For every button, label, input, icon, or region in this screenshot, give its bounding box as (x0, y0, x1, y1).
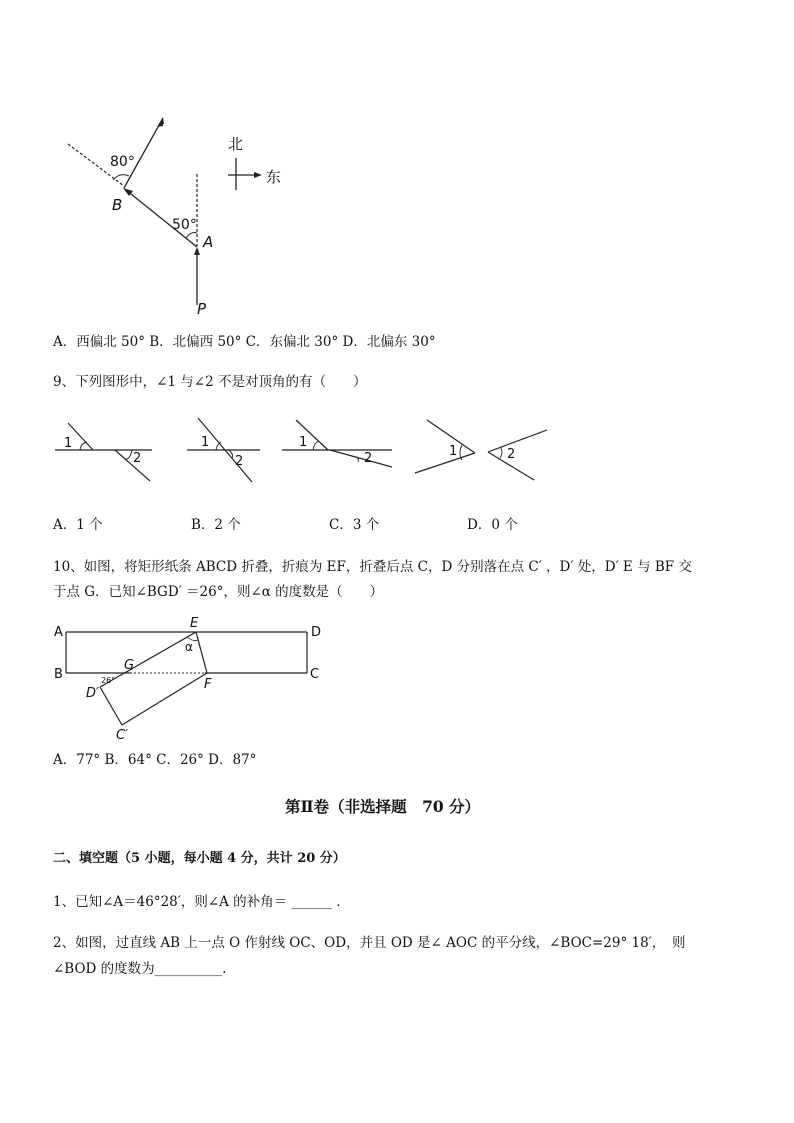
label-a: A (54, 625, 63, 640)
label-b: B (54, 667, 63, 682)
q9-option-d: D．0 个 (467, 517, 518, 533)
q9-fig2-label-1: 1 (201, 435, 210, 450)
point-a-label: A (203, 233, 214, 251)
q10-options: A．77° B．64° C．26° D．87° (53, 752, 257, 768)
q9-option-a: A．1 个 (53, 517, 103, 533)
q10-fold-figure (0, 615, 794, 745)
label-f: F (204, 677, 212, 692)
label-alpha: α (185, 640, 193, 654)
q9-option-b: B．2 个 (191, 517, 241, 533)
q9-fig1-label-2: 2 (133, 451, 142, 466)
q9-figure-2 (187, 418, 260, 482)
q9-figures (0, 410, 794, 510)
q9-figure-4 (415, 420, 547, 480)
section2-title: 二、填空题（5 小题，每小题 4 分，共计 20 分） (53, 851, 346, 866)
q9-fig4-label-1: 1 (449, 444, 458, 459)
north-label: 北 (228, 135, 244, 153)
q10-stem-line2: 于点 G．已知∠BGD′ ＝26°，则∠α 的度数是（ ） (53, 584, 384, 600)
q9-option-c: C．3 个 (329, 517, 380, 533)
label-c: C (310, 667, 320, 682)
q9-fig4-label-2: 2 (507, 447, 516, 462)
q10-stem-line1: 10、如图，将矩形纸条 ABCD 折叠，折痕为 EF，折叠后点 C，D 分别落在点 C′ ，D′ 处，D′ E 与 BF 交 (53, 559, 692, 575)
fill-question-1: 1、已知∠A＝46°28′，则∠A 的补角＝ ______ ． (53, 894, 350, 910)
point-b-label: B (112, 196, 123, 214)
label-e: E (190, 616, 199, 631)
label-g: G (124, 658, 135, 673)
q9-fig2-label-2: 2 (235, 454, 244, 469)
label-26-degrees: 26° (101, 676, 116, 685)
angle-80-label: 80° (110, 154, 135, 170)
fill-question-2-line1: 2、如图，过直线 AB 上一点 O 作射线 OC、OD，并且 OD 是∠ AOC 的平分线，∠BOC=29° 18′， 则 (53, 935, 686, 951)
east-label: 东 (266, 168, 282, 186)
point-p-label: P (197, 300, 207, 318)
angle-50-label: 50° (172, 217, 197, 233)
q9-stem: 9、下列图形中，∠1 与∠2 不是对顶角的有（ ） (53, 374, 367, 390)
q8-options: A．西偏北 50° B．北偏西 50° C．东偏北 30° D．北偏东 30° (53, 334, 436, 350)
label-d-prime: D′ (86, 686, 99, 701)
q9-fig3-label-1: 1 (299, 435, 308, 450)
part2-title: 第Ⅱ卷（非选择题 70 分） (285, 797, 481, 816)
label-c-prime: C′ (116, 728, 129, 743)
q9-fig1-label-1: 1 (64, 436, 73, 451)
q9-figure-1 (55, 423, 152, 481)
q9-figure-3 (282, 420, 392, 467)
q9-fig3-label-2: 2 (364, 451, 373, 466)
label-d: D (311, 625, 322, 640)
fill-question-2-line2: ∠BOD 的度数为__________. (53, 961, 227, 977)
q8-direction-figure (0, 0, 794, 330)
